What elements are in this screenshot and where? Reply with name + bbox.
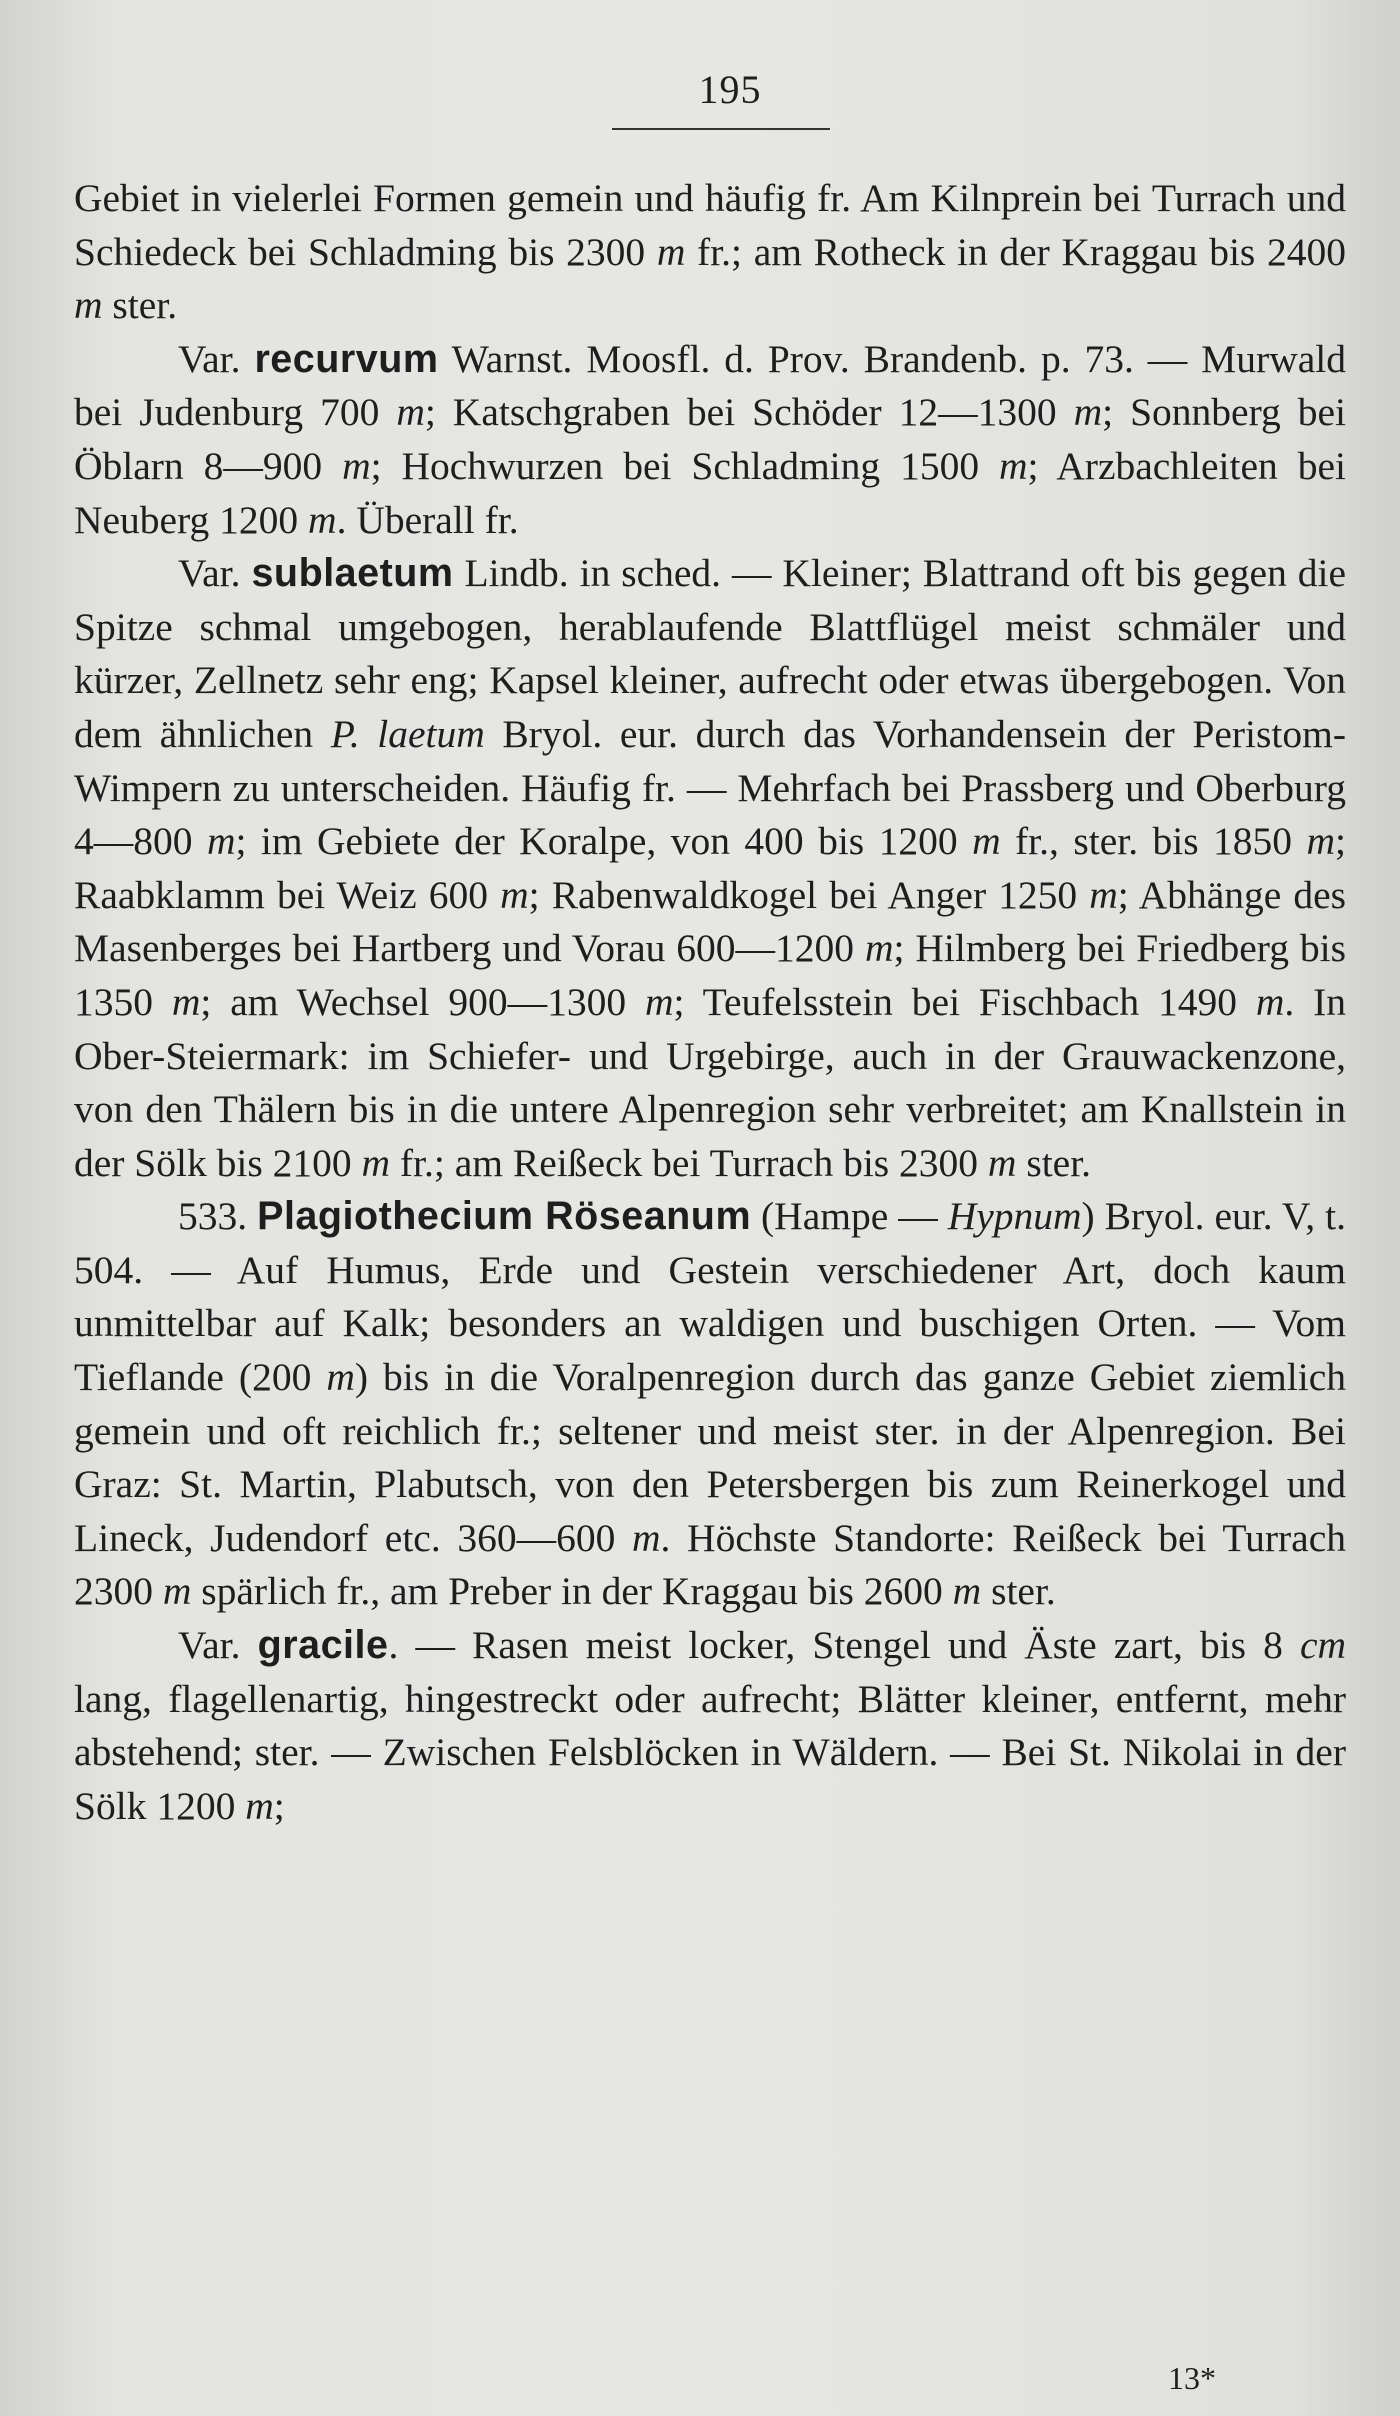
taxon-name: recurvum [254, 336, 439, 381]
paragraph [74, 172, 1346, 333]
text-run: 533. [178, 1194, 258, 1239]
italic-run: m [342, 443, 371, 488]
italic-run: m [656, 229, 686, 274]
text-run: ) Bryol. eur. V, t. 504. — Auf Humus, Erde und Gestein verschiedener Art, doch kaum unmittelbar auf Kalk; besonders an waldigen und buschigen Orten. — Vom Tieflande (200 [74, 1194, 1346, 1400]
italic-run: P. laetum [330, 711, 485, 756]
taxon-name: sublaetum [251, 551, 454, 596]
text-run: ; Hochwurzen bei Schladming 1500 [370, 443, 1000, 488]
text-run: Bryol. eur. durch das Vorhandensein der Peristom-Wimpern zu unterscheiden. Häufig fr. — Mehrfach bei Prassberg und Oberburg 4—800 [74, 711, 1346, 864]
italic-run: m [308, 497, 337, 542]
text-run: ; Sonnberg bei Öblarn 8—900 [74, 390, 1346, 488]
page-number: 195 [698, 67, 762, 112]
text-run: ) bis in die Voralpenregion durch das ganze Gebiet ziemlich gemein und oft reichlich fr.; seltener und meist ster. in der Alpenregion. Bei Graz: St. Martin, Plabutsch, von den Petersbergen bis zum Reinerkogel und Lineck, Judendorf etc. 360—600 [74, 1355, 1347, 1560]
italic-run: m [1306, 819, 1336, 864]
text-run: . — Rasen meist locker, Stengel und Äste zart, bis 8 [388, 1623, 1300, 1668]
text-run: . In Ober-Steiermark: im Schiefer- und Urgebirge, auch in der Grauwackenzone, von den Thälern bis in die untere Alpenregion sehr verbreitet; am Knallstein in der Sölk bis 2100 [74, 979, 1347, 1185]
italic-run: m [326, 1355, 355, 1400]
italic-run: m [500, 872, 529, 917]
italic-run: m [162, 1569, 192, 1614]
text-run: ; [273, 1783, 285, 1828]
text-run: ; Arzbachleiten bei Neuberg 1200 [74, 443, 1346, 542]
text-run: Var. [178, 1623, 258, 1668]
text-run: ; im Gebiete der Koralpe, von 400 bis 1200 [235, 819, 973, 864]
italic-run: m [864, 926, 894, 971]
italic-run: m [987, 1140, 1017, 1185]
taxon-name: Plagiothecium Röseanum [257, 1194, 752, 1239]
italic-run: m [206, 819, 236, 864]
text-run: Gebiet in vielerlei Formen gemein und häufig fr. Am Kilnprein bei Turrach und Schiedeck bei Schladming bis 2300 [74, 176, 1346, 274]
text-run: Lindb. in sched. — Kleiner; Blattrand oft bis gegen die Spitze schmal umgebogen, herablaufende Blattflügel meist schmäler und kürzer, Zellnetz sehr eng; Kapsel kleiner, aufrecht oder etwas übergebogen. Von dem ähnlichen [74, 551, 1347, 756]
header-rule [612, 128, 830, 130]
italic-run: Hypnum [947, 1194, 1082, 1239]
italic-run: m [1255, 979, 1285, 1024]
italic-run: m [74, 283, 103, 328]
italic-run: m [245, 1783, 274, 1828]
italic-run: m [1073, 390, 1103, 435]
text-run: spärlich fr., am Preber in der Kraggau bis 2600 [191, 1569, 953, 1614]
paragraph [74, 1619, 1346, 1833]
paragraph [74, 333, 1346, 547]
italic-run: m [171, 979, 201, 1024]
italic-run: m [644, 979, 674, 1024]
text-run: Warnst. Moosfl. d. Prov. Brandenb. p. 73. — Murwald bei Judenburg 700 [74, 336, 1346, 435]
paragraph [74, 1190, 1346, 1619]
text-run: ; Teufelsstein bei Fischbach 1490 [673, 979, 1256, 1024]
taxon-name: gracile [257, 1623, 389, 1668]
text-run: ster. [1016, 1140, 1092, 1185]
text-run: . Überall fr. [336, 497, 519, 542]
italic-run: m [361, 1140, 391, 1185]
text-run: (Hampe — [751, 1194, 948, 1239]
text-run: ; Abhänge des Masenberges bei Hartberg und Vorau 600—1200 [74, 872, 1346, 971]
text-run: fr., ster. bis 1850 [1000, 819, 1307, 864]
text-run: fr.; am Reißeck bei Turrach bis 2300 [390, 1140, 988, 1185]
body-text [74, 172, 1346, 1833]
italic-run: m [632, 1515, 661, 1560]
text-run: ; am Wechsel 900—1300 [200, 979, 645, 1024]
italic-run: cm [1299, 1623, 1346, 1668]
italic-run: m [1089, 872, 1118, 917]
text-run: . Höchste Standorte: Reißeck bei Turrach 2300 [74, 1515, 1346, 1614]
italic-run: m [952, 1569, 982, 1614]
text-run: Var. [178, 336, 255, 381]
text-run: fr.; am Rotheck in der Kraggau bis 2400 [685, 229, 1346, 274]
text-run: lang, flagellenartig, hingestreckt oder aufrecht; Blätter kleiner, entfernt, mehr abstehend; ster. — Zwischen Felsblöcken in Wäldern. — Bei St. Nikolai in der Sölk 1200 [74, 1676, 1346, 1828]
paragraph [74, 547, 1346, 1190]
text-run: ; Rabenwaldkogel bei Anger 1250 [528, 872, 1090, 917]
text-run: ; Katschgraben bei Schöder 12—1300 [424, 390, 1074, 435]
text-run: ster. [102, 283, 178, 328]
italic-run: m [999, 443, 1028, 488]
text-run: ster. [981, 1569, 1056, 1614]
text-run: Var. [178, 551, 252, 596]
signature-mark: 13* [1168, 2360, 1216, 2396]
italic-run: m [972, 819, 1001, 864]
text-run: ; Raabklamm bei Weiz 600 [74, 819, 1347, 917]
text-run: ; Hilmberg bei Friedberg bis 1350 [74, 926, 1346, 1024]
italic-run: m [396, 390, 425, 435]
